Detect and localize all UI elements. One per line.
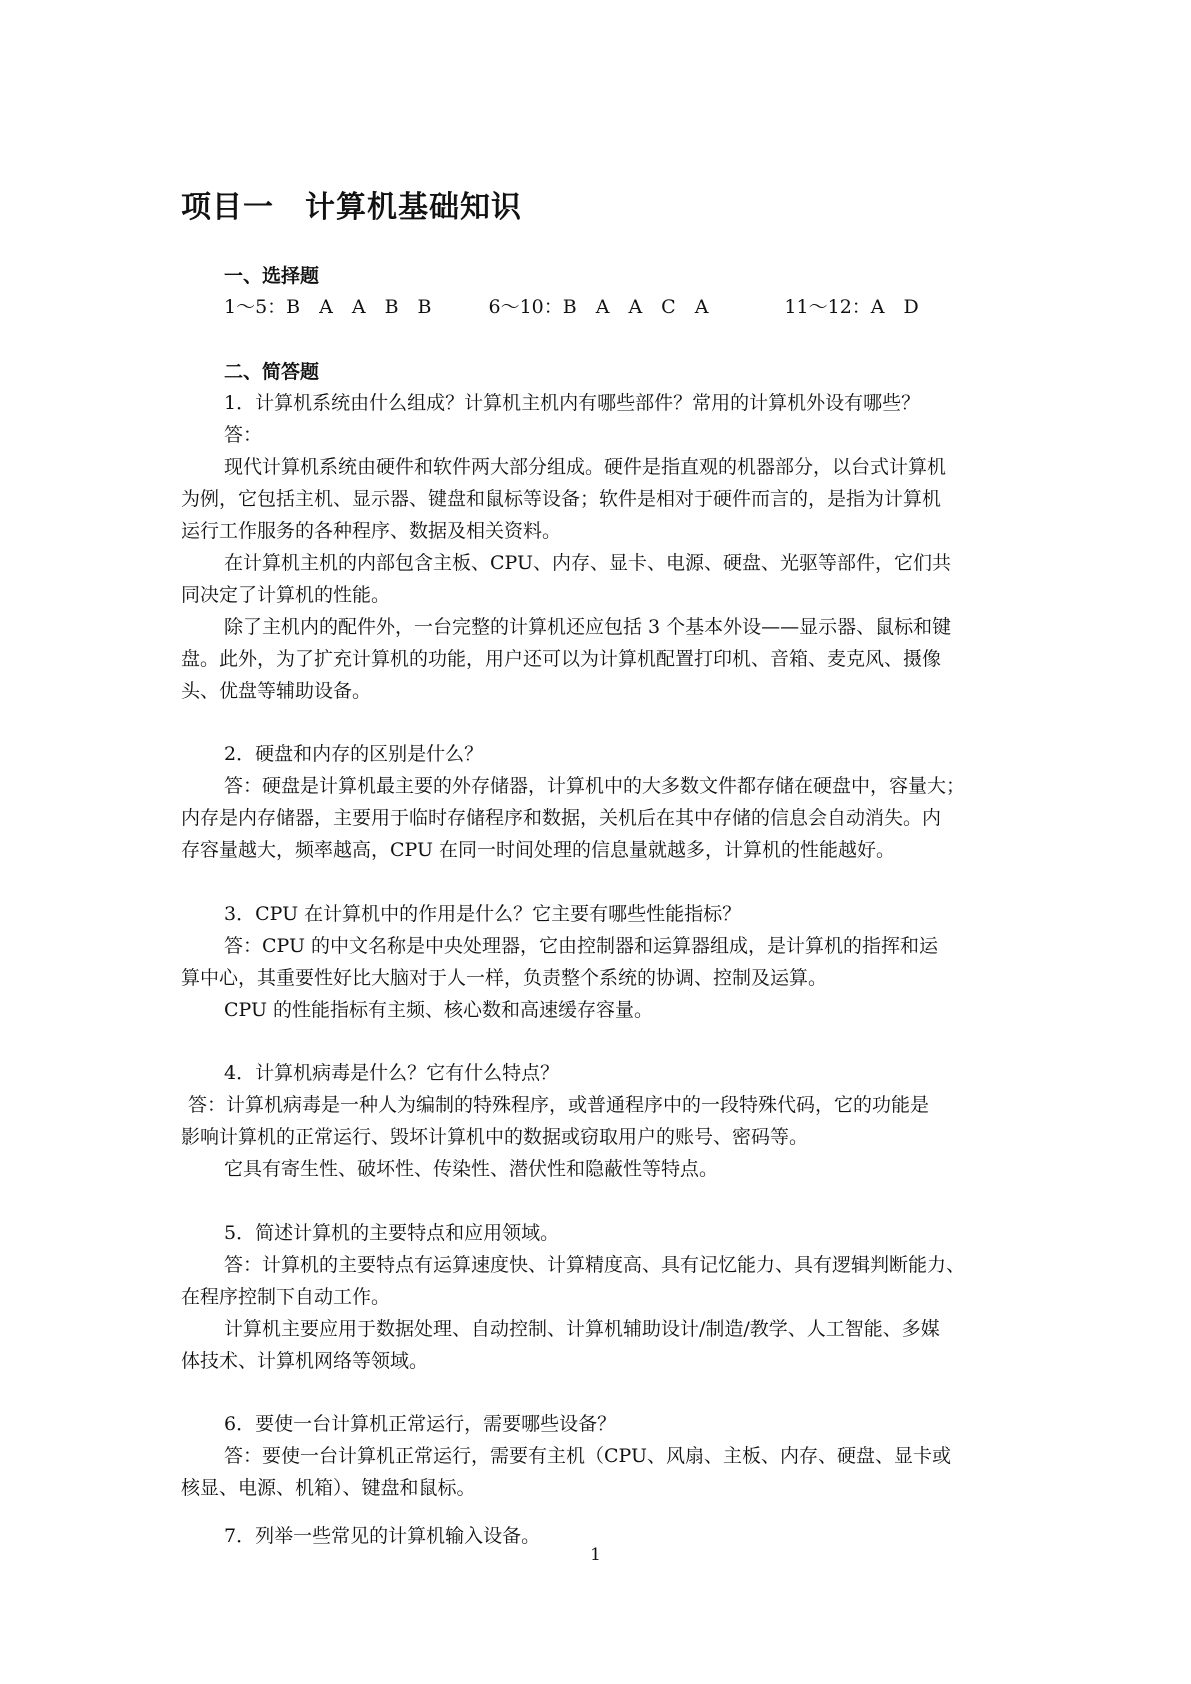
answer-line: 运行工作服务的各种程序、数据及相关资料。: [181, 520, 562, 542]
page-number: 1: [590, 1545, 601, 1565]
answer-line: 算中心，其重要性好比大脑对于人一样，负责整个系统的协调、控制及运算。: [181, 967, 828, 989]
question-line: 5．简述计算机的主要特点和应用领域。: [224, 1222, 560, 1244]
answer-line: 除了主机内的配件外，一台完整的计算机还应包括 3 个基本外设——显示器、鼠标和键: [224, 616, 952, 638]
question-line: 4．计算机病毒是什么？它有什么特点？: [224, 1062, 560, 1084]
answer-line: 头、优盘等辅助设备。: [181, 680, 372, 702]
section-heading-short: 二、简答题: [224, 361, 320, 383]
answer-line: 核显、电源、机箱）、键盘和鼠标。: [181, 1477, 476, 1499]
question-line: 7．列举一些常见的计算机输入设备。: [224, 1525, 541, 1547]
question-line: 6．要使一台计算机正常运行，需要哪些设备？: [224, 1413, 617, 1435]
question-line: 3．CPU 在计算机中的作用是什么？它主要有哪些性能指标？: [224, 903, 742, 925]
answer-line: 存容量越大，频率越高，CPU 在同一时间处理的信息量就越多，计算机的性能越好。: [181, 839, 896, 861]
answer-line: 盘。此外，为了扩充计算机的功能，用户还可以为计算机配置打印机、音箱、麦克风、摄像: [181, 648, 942, 670]
answer-line: 现代计算机系统由硬件和软件两大部分组成。硬件是指直观的机器部分，以台式计算机: [224, 456, 947, 478]
answer-line: 答：计算机的主要特点有运算速度快、计算精度高、具有记忆能力、具有逻辑判断能力、: [224, 1254, 966, 1276]
answer-line: 体技术、计算机网络等领域。: [181, 1350, 429, 1372]
question-line: 2．硬盘和内存的区别是什么？: [224, 743, 484, 765]
answer-line: 它具有寄生性、破坏性、传染性、潜伏性和隐蔽性等特点。: [224, 1158, 719, 1180]
answer-line: 答：计算机病毒是一种人为编制的特殊程序，或普通程序中的一段特殊代码，它的功能是: [188, 1094, 930, 1116]
question-line: 1．计算机系统由什么组成？计算机主机内有哪些部件？常用的计算机外设有哪些？: [224, 392, 921, 414]
answer-line: 在计算机主机的内部包含主板、CPU、内存、显卡、电源、硬盘、光驱等部件，它们共: [224, 552, 952, 574]
answer-line: 计算机主要应用于数据处理、自动控制、计算机辅助设计/制造/教学、人工智能、多媒: [224, 1318, 940, 1340]
answer-line: 为例，它包括主机、显示器、键盘和鼠标等设备；软件是相对于硬件而言的，是指为计算机: [181, 488, 942, 510]
choice-answers: 1～5：B A A B B 6～10：B A A C A 11～12：A D: [224, 296, 919, 318]
answer-line: 同决定了计算机的性能。: [181, 584, 391, 606]
answer-line: 内存是内存储器，主要用于临时存储程序和数据，关机后在其中存储的信息会自动消失。内: [181, 807, 942, 829]
answer-line: 答：: [224, 424, 263, 446]
answer-line: 答：CPU 的中文名称是中央处理器，它由控制器和运算器组成，是计算机的指挥和运: [224, 935, 939, 957]
answer-line: 答：要使一台计算机正常运行，需要有主机（CPU、风扇、主板、内存、硬盘、显卡或: [224, 1445, 952, 1467]
answer-line: 在程序控制下自动工作。: [181, 1286, 391, 1308]
answer-line: 答：硬盘是计算机最主要的外存储器，计算机中的大多数文件都存储在硬盘中，容量大；: [224, 775, 966, 797]
answer-line: CPU 的性能指标有主频、核心数和高速缓存容量。: [224, 999, 654, 1021]
section-heading-choice: 一、选择题: [224, 265, 320, 287]
answer-line: 影响计算机的正常运行、毁坏计算机中的数据或窃取用户的账号、密码等。: [181, 1126, 809, 1148]
page-title: 项目一 计算机基础知识: [181, 190, 522, 225]
